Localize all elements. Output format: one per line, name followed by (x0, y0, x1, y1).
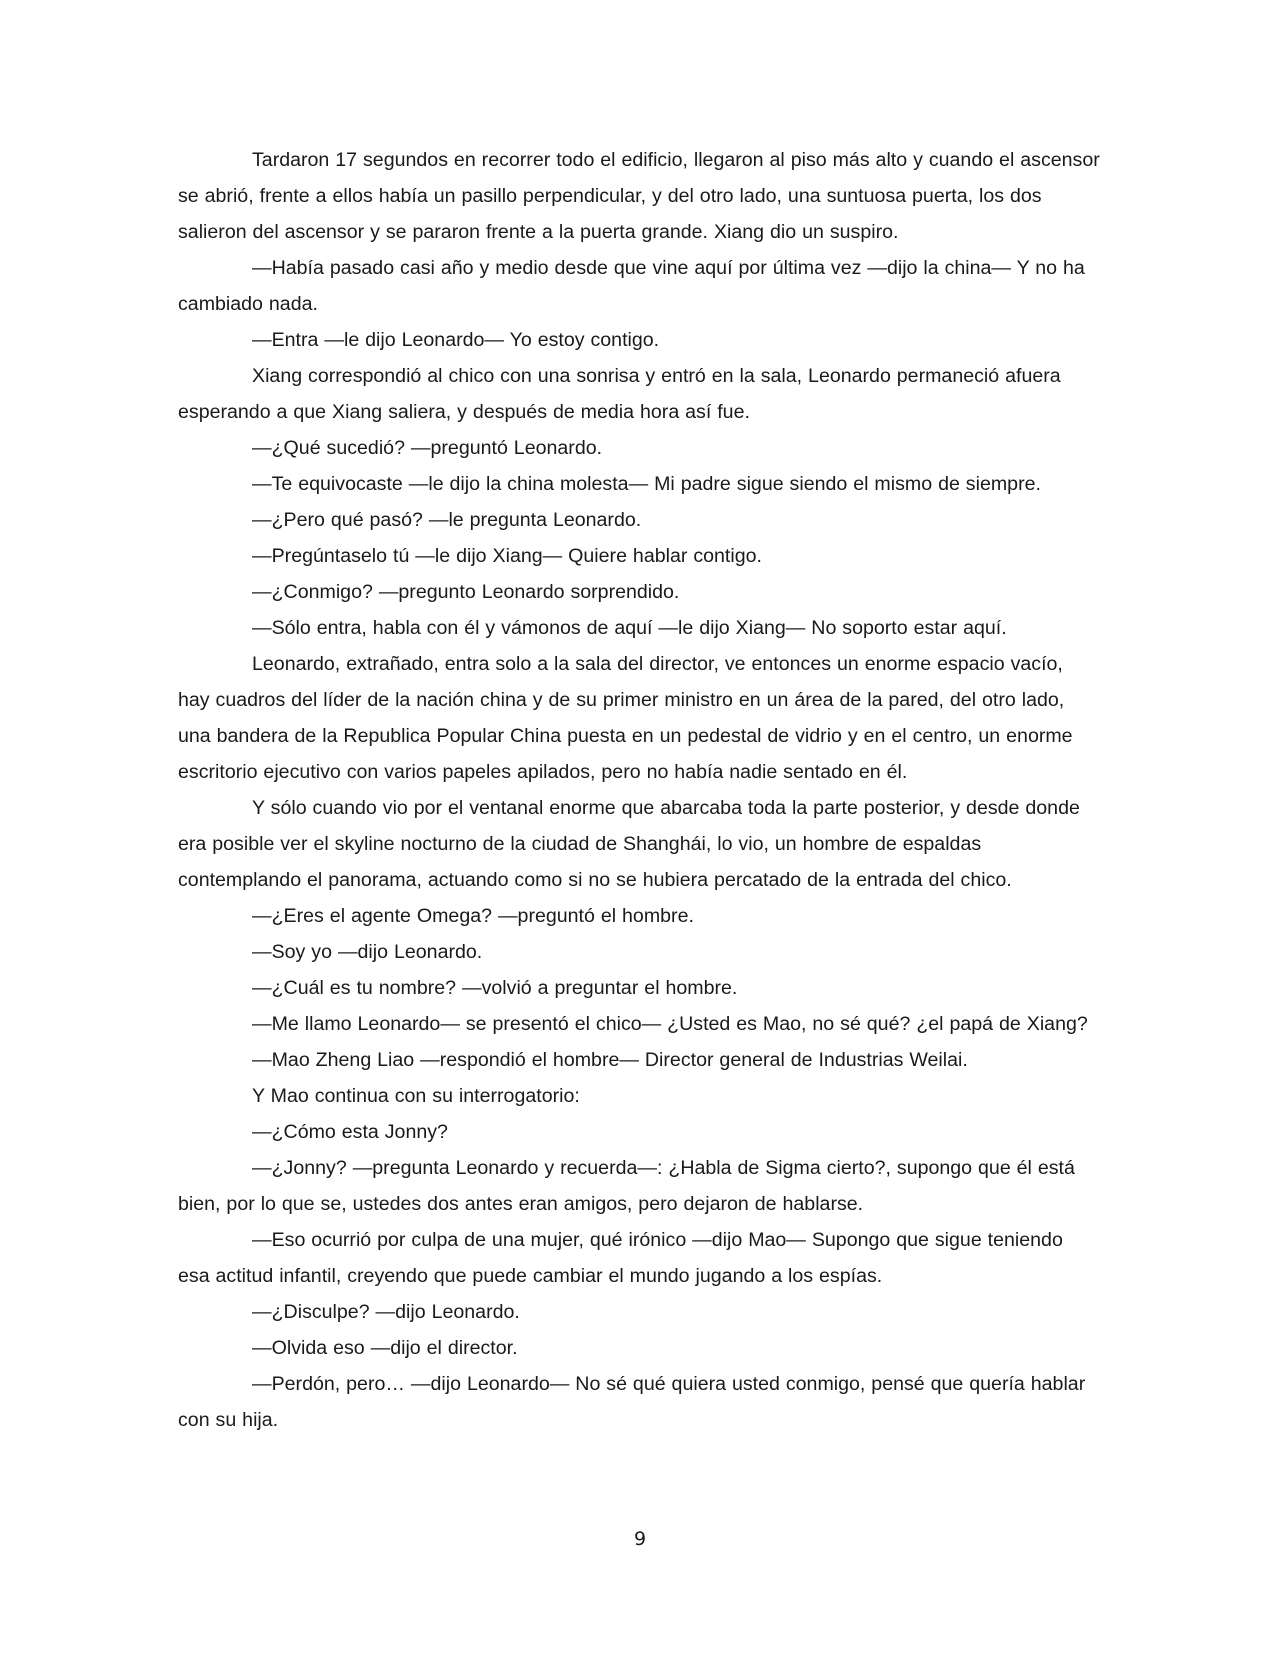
paragraph: —¿Eres el agente Omega? —preguntó el hombre. (252, 905, 694, 927)
page-number: 9 (633, 1528, 647, 1550)
paragraph: —Soy yo —dijo Leonardo. (252, 941, 483, 963)
paragraph: Xiang correspondió al chico con una sonrisa y entró en la sala, Leonardo permaneció afuera esperando a que Xiang saliera, y después de media hora así fue. (178, 365, 1061, 423)
paragraph: —Sólo entra, habla con él y vámonos de aquí —le dijo Xiang— No soporto estar aquí. (252, 617, 1007, 639)
paragraph: Y Mao continua con su interrogatorio: (252, 1085, 580, 1107)
paragraph: —¿Disculpe? —dijo Leonardo. (252, 1301, 520, 1323)
paragraph: —Eso ocurrió por culpa de una mujer, qué irónico —dijo Mao— Supongo que sigue teniendo esa actitud infantil, creyendo que puede cambiar el mundo jugando a los espías. (178, 1229, 1063, 1287)
paragraph: —Me llamo Leonardo— se presentó el chico— ¿Usted es Mao, no sé qué? ¿el papá de Xiang? (252, 1013, 1088, 1035)
paragraph: —¿Cuál es tu nombre? —volvió a preguntar el hombre. (252, 977, 738, 999)
paragraph: —¿Jonny? —pregunta Leonardo y recuerda—: ¿Habla de Sigma cierto?, supongo que él está bien, por lo que se, ustedes dos antes eran amigos, pero dejaron de hablarse. (178, 1157, 1075, 1215)
paragraph: Leonardo, extrañado, entra solo a la sala del director, ve entonces un enorme espacio vacío, hay cuadros del líder de la nación china y de su primer ministro en un área de la pared, del otro lado, una bandera de la Republica Popular China puesta en un pedestal de vidrio y en el centro, un enorme escritorio ejecutivo con varios papeles apilados, pero no había nadie sentado en él. (178, 653, 1073, 783)
paragraph: Y sólo cuando vio por el ventanal enorme que abarcaba toda la parte posterior, y desde donde era posible ver el skyline nocturno de la ciudad de Shanghái, lo vio, un hombre de espaldas contemplando el panorama, actuando como si no se hubiera percatado de la entrada del chico. (178, 797, 1080, 891)
paragraph: —Pregúntaselo tú —le dijo Xiang— Quiere hablar contigo. (252, 545, 762, 567)
paragraph: —¿Qué sucedió? —preguntó Leonardo. (252, 437, 603, 459)
paragraph: —Olvida eso —dijo el director. (252, 1337, 518, 1359)
paragraph: —Te equivocaste —le dijo la china molesta— Mi padre sigue siendo el mismo de siempre. (252, 473, 1041, 495)
paragraph: Tardaron 17 segundos en recorrer todo el edificio, llegaron al piso más alto y cuando el ascensor se abrió, frente a ellos había un pasillo perpendicular, y del otro lado, una suntuosa puerta, los dos salieron del ascensor y se pararon frente a la puerta grande. Xiang dio un suspiro. (178, 149, 1100, 243)
paragraph: —Había pasado casi año y medio desde que vine aquí por última vez —dijo la china— Y no ha cambiado nada. (178, 257, 1085, 315)
paragraph: —Perdón, pero… —dijo Leonardo— No sé qué quiera usted conmigo, pensé que quería hablar con su hija. (178, 1373, 1086, 1431)
paragraph: —¿Conmigo? —pregunto Leonardo sorprendido. (252, 581, 680, 603)
body-text (178, 142, 1100, 1438)
paragraph: —Entra —le dijo Leonardo— Yo estoy contigo. (252, 329, 660, 351)
paragraph: —¿Cómo esta Jonny? (252, 1121, 448, 1143)
paragraph: —¿Pero qué pasó? —le pregunta Leonardo. (252, 509, 642, 531)
paragraph: —Mao Zheng Liao —respondió el hombre— Director general de Industrias Weilai. (252, 1049, 968, 1071)
